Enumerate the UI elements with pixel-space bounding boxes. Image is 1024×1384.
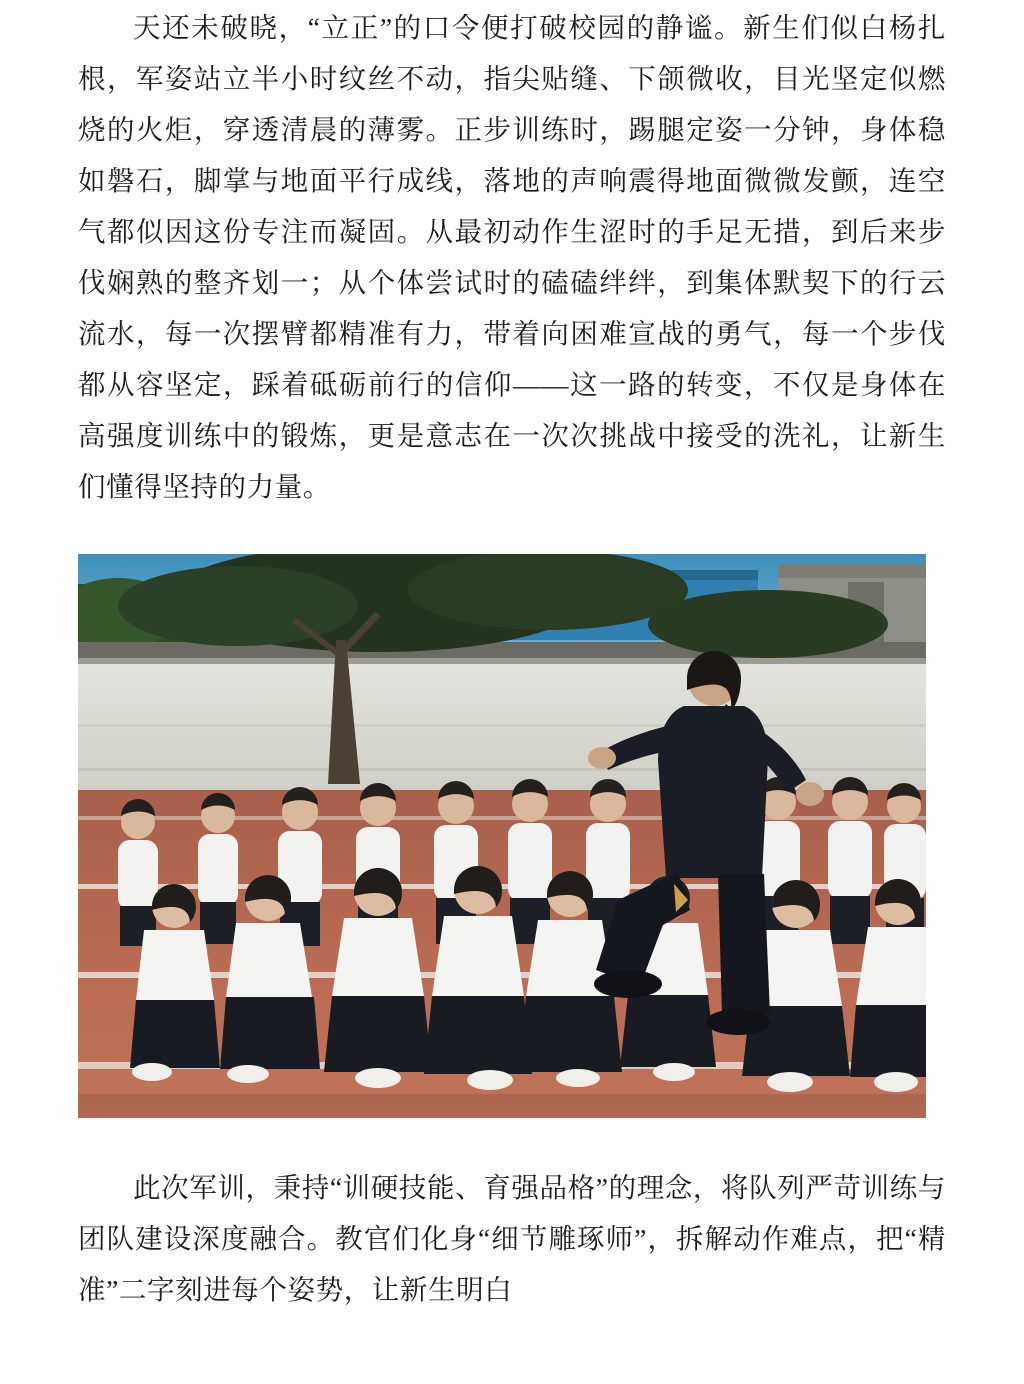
paragraph-1: 天还未破晓，“立正”的口令便打破校园的静谧。新生们似白杨扎根，军姿站立半小时纹丝不动，指尖贴缝、下颌微收，目光坚定似燃烧的火炬，穿透清晨的薄雾。正步训练时，踢腿定姿一分钟，身体稳如磐石，脚掌与地面平行成线，落地的声响震得地面微微发颤，连空气都似因这份专注而凝固。从最初动作生涩时的手足无措，到后来步伐娴熟的整齐划一；从个体尝试时的磕磕绊绊，到集体默契下的行云流水，每一次摆臂都精准有力，带着向困难宣战的勇气，每一个步伐都从容坚定，踩着砥砺前行的信仰——这一路的转变，不仅是身体在高强度训练中的锻炼，更是意志在一次次挑战中接受的洗礼，让新生们懂得坚持的力量。 — [78, 12, 946, 502]
photo-graphic — [78, 554, 926, 1118]
paragraph-2: 此次军训，秉持“训硬技能、育强品格”的理念，将队列严苛训练与团队建设深度融合。教官们化身“细节雕琢师”，拆解动作难点，把“精准”二字刻进每个姿势，让新生明白 — [78, 1172, 946, 1305]
training-photo — [78, 554, 926, 1118]
